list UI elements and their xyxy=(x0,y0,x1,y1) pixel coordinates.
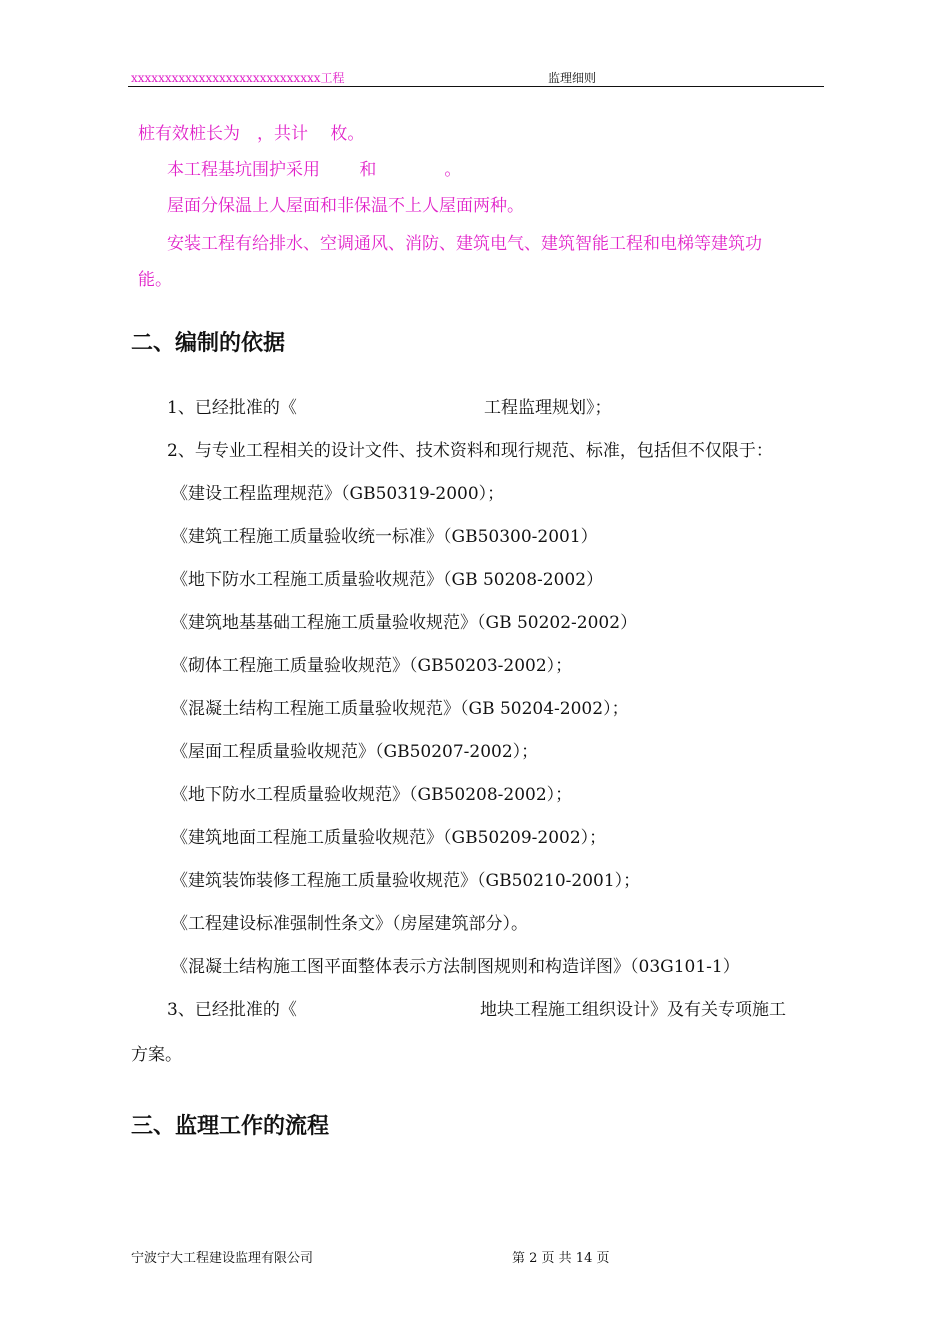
standard-item: 《砌体工程施工质量验收规范》（GB50203-2002）； xyxy=(171,656,573,676)
section3-heading: 三、监理工作的流程 xyxy=(131,1114,330,1139)
standard-item: 《建筑装饰装修工程施工质量验收规范》（GB50210-2001）； xyxy=(171,871,641,891)
header-divider xyxy=(128,86,824,87)
standard-item: 《屋面工程质量验收规范》（GB50207-2002）； xyxy=(171,742,539,762)
section2-item1-end: 工程监理规划》； xyxy=(484,398,612,418)
section2-item2: 2、与专业工程相关的设计文件、技术资料和现行规范、标准，包括但不仅限于： xyxy=(167,441,773,461)
standard-item: 《建筑地面工程施工质量验收规范》（GB50209-2002）； xyxy=(171,828,607,848)
header-document-title: 监理细则 xyxy=(548,71,597,85)
standard-item: 《混凝土结构施工图平面整体表示方法制图规则和构造详图》（03G101-1） xyxy=(171,957,740,977)
intro-install-line-2: 能。 xyxy=(138,270,172,290)
header-project-name: xxxxxxxxxxxxxxxxxxxxxxxxxxxx工程 xyxy=(131,71,345,85)
footer-company: 宁波宁大工程建设监理有限公司 xyxy=(131,1251,314,1266)
standard-item: 《混凝土结构工程施工质量验收规范》（GB 50204-2002）； xyxy=(171,699,629,719)
standard-item: 《工程建设标准强制性条文》（房屋建筑部分）。 xyxy=(171,914,528,934)
section2-heading: 二、编制的依据 xyxy=(131,331,286,356)
section2-item1-start: 1、已经批准的《 xyxy=(167,398,297,418)
intro-pit-line: 本工程基坑围护采用 和 。 xyxy=(167,160,462,180)
intro-roof-line: 屋面分保温上人屋面和非保温不上人屋面两种。 xyxy=(167,196,524,216)
standard-item: 《地下防水工程施工质量验收规范》（GB 50208-2002） xyxy=(171,570,604,590)
footer-page-info: 第 2 页 共 14 页 xyxy=(512,1251,610,1266)
standard-item: 《建筑地基基础工程施工质量验收规范》（GB 50202-2002） xyxy=(171,613,638,633)
standard-item: 《地下防水工程质量验收规范》（GB50208-2002）； xyxy=(171,785,573,805)
section2-item3-start: 3、已经批准的《 xyxy=(167,1000,297,1020)
intro-install-line-1: 安装工程有给排水、空调通风、消防、建筑电气、建筑智能工程和电梯等建筑功 xyxy=(167,234,762,254)
standard-item: 《建筑工程施工质量验收统一标准》（GB50300-2001） xyxy=(171,527,598,547)
intro-pile-line: 桩有效桩长为 ，共计 枚。 xyxy=(138,124,365,144)
section2-item3-end: 地块工程施工组织设计》及有关专项施工 xyxy=(480,1000,786,1020)
section2-item3-continuation: 方案。 xyxy=(131,1045,182,1065)
standard-item: 《建设工程监理规范》（GB50319-2000）； xyxy=(171,484,505,504)
